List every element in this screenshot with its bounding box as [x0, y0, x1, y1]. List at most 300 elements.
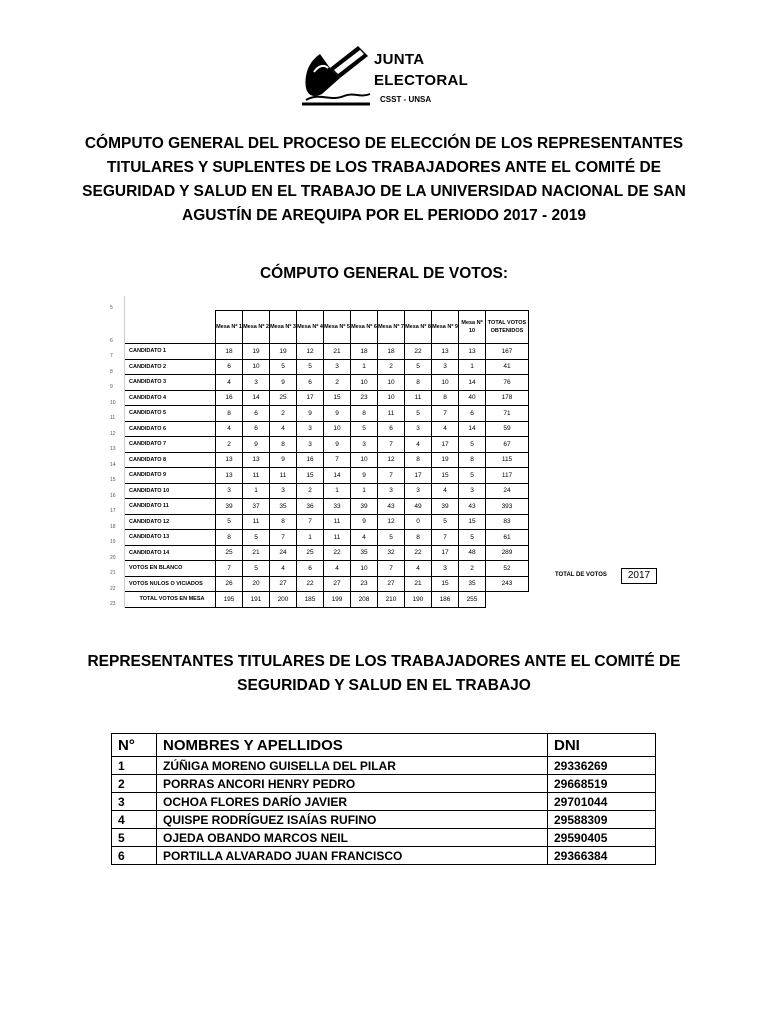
vote-cell: 13	[459, 344, 486, 360]
rep-name: ZÚÑIGA MORENO GUISELLA DEL PILAR	[157, 757, 548, 775]
row-number: 16	[108, 483, 125, 499]
table-row	[108, 421, 529, 437]
vote-cell: 8	[405, 375, 432, 391]
row-label: CANDIDATO 4	[125, 390, 216, 406]
vote-cell: 32	[378, 545, 405, 561]
vote-cell: 14	[324, 468, 351, 484]
vote-cell: 11	[270, 468, 297, 484]
rep-number: 4	[112, 811, 157, 829]
vote-cell: 8	[216, 406, 243, 422]
vote-cell: 33	[324, 499, 351, 515]
vote-cell: 115	[486, 452, 529, 468]
vote-cell: 11	[378, 406, 405, 422]
vote-cell: 3	[297, 437, 324, 453]
vote-cell: 1	[297, 530, 324, 546]
vote-cell: 15	[297, 468, 324, 484]
vote-cell: 7	[378, 561, 405, 577]
vote-cell: 6	[297, 375, 324, 391]
row-label: CANDIDATO 3	[125, 375, 216, 391]
row-label: CANDIDATO 13	[125, 530, 216, 546]
row-label: VOTOS EN BLANCO	[125, 561, 216, 577]
vote-cell: 5	[459, 530, 486, 546]
row-number: 13	[108, 437, 125, 453]
vote-cell: 9	[297, 406, 324, 422]
row-label: CANDIDATO 8	[125, 452, 216, 468]
vote-cell: 5	[405, 359, 432, 375]
rep-number: 1	[112, 757, 157, 775]
vote-cell: 6	[297, 561, 324, 577]
vote-cell: 5	[405, 406, 432, 422]
row-number: 17	[108, 499, 125, 515]
total-cell: 255	[459, 592, 486, 608]
table-row	[112, 811, 656, 829]
vote-cell: 16	[297, 452, 324, 468]
vote-cell: 19	[270, 344, 297, 360]
logo	[300, 44, 470, 108]
row-label: CANDIDATO 7	[125, 437, 216, 453]
vote-cell: 15	[432, 576, 459, 592]
column-header: Mesa Nº 2	[243, 311, 270, 344]
total-cell: 210	[378, 592, 405, 608]
table-row	[112, 793, 656, 811]
vote-cell: 13	[432, 344, 459, 360]
rep-number: 2	[112, 775, 157, 793]
vote-cell: 8	[405, 452, 432, 468]
vote-cell: 5	[270, 359, 297, 375]
table-row	[108, 545, 529, 561]
table-row	[112, 775, 656, 793]
vote-cell: 117	[486, 468, 529, 484]
vote-cell: 3	[216, 483, 243, 499]
vote-cell: 19	[243, 344, 270, 360]
vote-cell: 15	[432, 468, 459, 484]
vote-cell: 4	[432, 483, 459, 499]
row-label: CANDIDATO 9	[125, 468, 216, 484]
row-number: 23	[108, 592, 125, 608]
row-number: 22	[108, 576, 125, 592]
vote-cell: 17	[405, 468, 432, 484]
row-number: 14	[108, 452, 125, 468]
vote-cell: 40	[459, 390, 486, 406]
final-total-value: 2017	[621, 568, 657, 584]
table-row	[108, 561, 529, 577]
column-header: Mesa Nº 10	[459, 311, 486, 344]
vote-cell: 9	[270, 375, 297, 391]
empty-cell	[125, 296, 216, 311]
empty-cell	[405, 296, 432, 311]
vote-cell: 1	[351, 483, 378, 499]
empty-cell	[486, 592, 529, 608]
vote-cell: 13	[216, 452, 243, 468]
vote-cell: 22	[405, 344, 432, 360]
rep-dni: 29588309	[548, 811, 656, 829]
vote-cell: 10	[243, 359, 270, 375]
vote-cell: 59	[486, 421, 529, 437]
row-number: 5	[108, 296, 125, 311]
row-label: VOTOS NULOS O VICIADOS	[125, 576, 216, 592]
vote-cell: 11	[324, 530, 351, 546]
vote-cell: 7	[216, 561, 243, 577]
row-number: 9	[108, 375, 125, 391]
vote-cell: 52	[486, 561, 529, 577]
vote-cell: 4	[270, 421, 297, 437]
vote-cell: 12	[378, 514, 405, 530]
rep-dni: 29668519	[548, 775, 656, 793]
rep-dni: 29336269	[548, 757, 656, 775]
row-label: CANDIDATO 2	[125, 359, 216, 375]
vote-cell: 49	[405, 499, 432, 515]
empty-cell	[125, 311, 216, 344]
vote-cell: 3	[324, 359, 351, 375]
vote-cell: 27	[378, 576, 405, 592]
table-row	[108, 375, 529, 391]
vote-cell: 21	[324, 344, 351, 360]
row-label: CANDIDATO 6	[125, 421, 216, 437]
vote-cell: 14	[243, 390, 270, 406]
table-row	[108, 452, 529, 468]
vote-cell: 19	[432, 452, 459, 468]
rep-name: OCHOA FLORES DARÍO JAVIER	[157, 793, 548, 811]
row-label: CANDIDATO 1	[125, 344, 216, 360]
vote-cell: 15	[459, 514, 486, 530]
vote-cell: 9	[270, 452, 297, 468]
vote-cell: 10	[378, 375, 405, 391]
vote-cell: 4	[324, 561, 351, 577]
empty-cell	[270, 296, 297, 311]
vote-cell: 6	[216, 359, 243, 375]
table-row	[112, 757, 656, 775]
row-number: 10	[108, 390, 125, 406]
rep-dni: 29590405	[548, 829, 656, 847]
vote-cell: 5	[459, 437, 486, 453]
vote-cell: 24	[486, 483, 529, 499]
vote-cell: 14	[459, 375, 486, 391]
vote-cell: 41	[486, 359, 529, 375]
vote-cell: 7	[378, 468, 405, 484]
column-header: Mesa Nº 5	[324, 311, 351, 344]
final-total-label: TOTAL DE VOTOS	[555, 572, 607, 578]
vote-cell: 4	[405, 437, 432, 453]
empty-cell	[243, 296, 270, 311]
sheet-row	[108, 296, 529, 311]
total-cell: 200	[270, 592, 297, 608]
vote-cell: 5	[243, 561, 270, 577]
vote-cell: 7	[297, 514, 324, 530]
vote-cell: 243	[486, 576, 529, 592]
vote-cell: 71	[486, 406, 529, 422]
row-number: 15	[108, 468, 125, 484]
vote-cell: 13	[216, 468, 243, 484]
vote-cell: 3	[297, 421, 324, 437]
row-number: 8	[108, 359, 125, 375]
vote-cell: 15	[324, 390, 351, 406]
rep-name: QUISPE RODRÍGUEZ ISAÍAS RUFINO	[157, 811, 548, 829]
vote-cell: 16	[216, 390, 243, 406]
vote-cell: 3	[378, 483, 405, 499]
row-number: 11	[108, 406, 125, 422]
vote-cell: 35	[270, 499, 297, 515]
total-cell: 208	[351, 592, 378, 608]
vote-cell: 43	[459, 499, 486, 515]
vote-cell: 9	[324, 406, 351, 422]
vote-cell: 17	[432, 545, 459, 561]
row-number: 20	[108, 545, 125, 561]
vote-cell: 5	[378, 530, 405, 546]
vote-cell: 3	[459, 483, 486, 499]
empty-cell	[432, 296, 459, 311]
vote-cell: 4	[432, 421, 459, 437]
sheet-header-row	[108, 311, 529, 344]
vote-cell: 23	[351, 576, 378, 592]
vote-cell: 14	[459, 421, 486, 437]
rep-number: 6	[112, 847, 157, 865]
vote-cell: 12	[297, 344, 324, 360]
vote-cell: 9	[324, 437, 351, 453]
table-row	[108, 406, 529, 422]
vote-cell: 17	[432, 437, 459, 453]
table-header-row	[112, 734, 656, 757]
vote-cell: 7	[432, 406, 459, 422]
vote-cell: 25	[216, 545, 243, 561]
vote-cell: 7	[270, 530, 297, 546]
vote-cell: 22	[405, 545, 432, 561]
table-row	[108, 437, 529, 453]
column-header: Mesa Nº 9	[432, 311, 459, 344]
vote-cell: 10	[432, 375, 459, 391]
empty-cell	[351, 296, 378, 311]
vote-cell: 4	[351, 530, 378, 546]
row-number: 19	[108, 530, 125, 546]
vote-cell: 18	[351, 344, 378, 360]
vote-count-spreadsheet	[108, 296, 660, 607]
vote-cell: 10	[351, 561, 378, 577]
vote-cell: 39	[216, 499, 243, 515]
total-cell: 185	[297, 592, 324, 608]
total-cell: 195	[216, 592, 243, 608]
vote-cell: 9	[351, 514, 378, 530]
vote-cell: 3	[432, 561, 459, 577]
vote-cell: 11	[324, 514, 351, 530]
vote-cell: 36	[297, 499, 324, 515]
vote-cell: 5	[432, 514, 459, 530]
vote-cell: 8	[351, 406, 378, 422]
vote-cell: 21	[405, 576, 432, 592]
row-label: CANDIDATO 11	[125, 499, 216, 515]
vote-cell: 3	[351, 437, 378, 453]
vote-cell: 1	[324, 483, 351, 499]
vote-cell: 2	[324, 375, 351, 391]
vote-cell: 4	[270, 561, 297, 577]
vote-cell: 8	[432, 390, 459, 406]
vote-cell: 5	[216, 514, 243, 530]
vote-cell: 393	[486, 499, 529, 515]
representatives-title: REPRESENTANTES TITULARES DE LOS TRABAJADORES ANTE EL COMITÉ DE SEGURIDAD Y SALUD EN EL TRABAJO	[87, 653, 681, 694]
vote-cell: 12	[378, 452, 405, 468]
empty-cell	[324, 296, 351, 311]
row-label: CANDIDATO 14	[125, 545, 216, 561]
column-header: TOTAL VOTOS OBTENIDOS	[486, 311, 529, 344]
rep-name: PORRAS ANCORI HENRY PEDRO	[157, 775, 548, 793]
vote-cell: 22	[297, 576, 324, 592]
vote-cell: 8	[270, 514, 297, 530]
vote-cell: 1	[243, 483, 270, 499]
vote-cell: 8	[216, 530, 243, 546]
vote-cell: 11	[243, 468, 270, 484]
vote-cell: 1	[351, 359, 378, 375]
vote-cell: 35	[351, 545, 378, 561]
vote-cell: 11	[405, 390, 432, 406]
rep-number: 3	[112, 793, 157, 811]
vote-cell: 83	[486, 514, 529, 530]
vote-cell: 178	[486, 390, 529, 406]
vote-cell: 17	[297, 390, 324, 406]
vote-cell: 4	[216, 421, 243, 437]
rep-number: 5	[112, 829, 157, 847]
vote-cell: 6	[243, 421, 270, 437]
vote-cell: 21	[243, 545, 270, 561]
empty-cell	[297, 296, 324, 311]
vote-cell: 67	[486, 437, 529, 453]
row-number: 18	[108, 514, 125, 530]
vote-cell: 2	[378, 359, 405, 375]
vote-cell: 27	[324, 576, 351, 592]
vote-cell: 10	[324, 421, 351, 437]
empty-cell	[459, 296, 486, 311]
vote-cell: 289	[486, 545, 529, 561]
rep-dni: 29366384	[548, 847, 656, 865]
vote-cell: 6	[459, 406, 486, 422]
rep-name: OJEDA OBANDO MARCOS NEIL	[157, 829, 548, 847]
vote-cell: 5	[243, 530, 270, 546]
logo-text-junta: JUNTA	[374, 51, 425, 68]
vote-cell: 37	[243, 499, 270, 515]
vote-cell: 2	[216, 437, 243, 453]
vote-cell: 8	[405, 530, 432, 546]
rep-name: PORTILLA ALVARADO JUAN FRANCISCO	[157, 847, 548, 865]
column-header: Mesa Nº 8	[405, 311, 432, 344]
vote-cell: 3	[405, 483, 432, 499]
total-row	[108, 592, 529, 608]
document-title: CÓMPUTO GENERAL DEL PROCESO DE ELECCIÓN DE LOS REPRESENTANTES TITULARES Y SUPLENTES DE LOS TRABAJADORES ANTE EL COMITÉ DE SEGURIDAD Y SALUD EN EL TRABAJO DE LA UNIVERSIDAD NACIONAL DE SAN AGUSTÍN DE AREQUIPA POR EL PERIODO 2017 - 2019	[82, 135, 686, 224]
vote-cell: 39	[351, 499, 378, 515]
vote-cell: 22	[324, 545, 351, 561]
total-cell: 199	[324, 592, 351, 608]
table-row	[108, 514, 529, 530]
table-row	[108, 359, 529, 375]
votes-section-title: CÓMPUTO GENERAL DE VOTOS:	[259, 265, 509, 282]
vote-cell: 2	[459, 561, 486, 577]
total-cell: 191	[243, 592, 270, 608]
vote-cell: 11	[243, 514, 270, 530]
column-header-dni: DNI	[548, 734, 656, 757]
row-label: CANDIDATO 10	[125, 483, 216, 499]
vote-cell: 27	[270, 576, 297, 592]
empty-cell	[486, 296, 529, 311]
vote-cell: 5	[459, 468, 486, 484]
rep-dni: 29701044	[548, 793, 656, 811]
vote-cell: 20	[243, 576, 270, 592]
table-row	[108, 344, 529, 360]
vote-cell: 8	[459, 452, 486, 468]
table-row	[108, 390, 529, 406]
empty-cell	[378, 296, 405, 311]
total-cell: 186	[432, 592, 459, 608]
vote-cell: 0	[405, 514, 432, 530]
vote-cell: 9	[243, 437, 270, 453]
vote-cell: 4	[405, 561, 432, 577]
table-row	[108, 468, 529, 484]
logo-text-csst: CSST - UNSA	[380, 95, 432, 104]
vote-cell: 8	[270, 437, 297, 453]
column-header: Mesa Nº 1	[216, 311, 243, 344]
vote-cell: 24	[270, 545, 297, 561]
table-row	[108, 483, 529, 499]
column-header: Mesa Nº 3	[270, 311, 297, 344]
vote-cell: 25	[270, 390, 297, 406]
vote-cell: 18	[216, 344, 243, 360]
column-header-names: NOMBRES Y APELLIDOS	[157, 734, 548, 757]
vote-cell: 6	[378, 421, 405, 437]
vote-cell: 10	[378, 390, 405, 406]
row-label: CANDIDATO 5	[125, 406, 216, 422]
total-row-label: TOTAL VOTOS EN MESA	[125, 592, 216, 608]
vote-cell: 39	[432, 499, 459, 515]
vote-cell: 13	[243, 452, 270, 468]
vote-count-table	[108, 296, 529, 608]
column-header: Mesa Nº 4	[297, 311, 324, 344]
vote-cell: 7	[324, 452, 351, 468]
vote-cell: 23	[351, 390, 378, 406]
vote-cell: 61	[486, 530, 529, 546]
vote-cell: 4	[216, 375, 243, 391]
vote-cell: 48	[459, 545, 486, 561]
table-row	[108, 576, 529, 592]
row-number: 12	[108, 421, 125, 437]
vote-cell: 3	[405, 421, 432, 437]
vote-cell: 1	[459, 359, 486, 375]
row-number: 7	[108, 344, 125, 360]
vote-cell: 26	[216, 576, 243, 592]
vote-cell: 2	[297, 483, 324, 499]
total-cell: 190	[405, 592, 432, 608]
vote-cell: 35	[459, 576, 486, 592]
table-row	[112, 847, 656, 865]
column-header: Mesa Nº 6	[351, 311, 378, 344]
table-row	[112, 829, 656, 847]
vote-cell: 10	[351, 452, 378, 468]
row-number: 6	[108, 311, 125, 344]
vote-cell: 3	[243, 375, 270, 391]
vote-cell: 43	[378, 499, 405, 515]
vote-cell: 2	[270, 406, 297, 422]
vote-cell: 76	[486, 375, 529, 391]
vote-cell: 9	[351, 468, 378, 484]
vote-cell: 18	[378, 344, 405, 360]
table-row	[108, 499, 529, 515]
row-number: 21	[108, 561, 125, 577]
vote-cell: 7	[378, 437, 405, 453]
vote-cell: 5	[297, 359, 324, 375]
vote-cell: 6	[243, 406, 270, 422]
vote-cell: 7	[432, 530, 459, 546]
vote-cell: 5	[351, 421, 378, 437]
representatives-table	[111, 733, 656, 865]
column-header-number: N°	[112, 734, 157, 757]
vote-cell: 25	[297, 545, 324, 561]
empty-cell	[216, 296, 243, 311]
logo-text-electoral: ELECTORAL	[374, 72, 469, 89]
table-row	[108, 530, 529, 546]
